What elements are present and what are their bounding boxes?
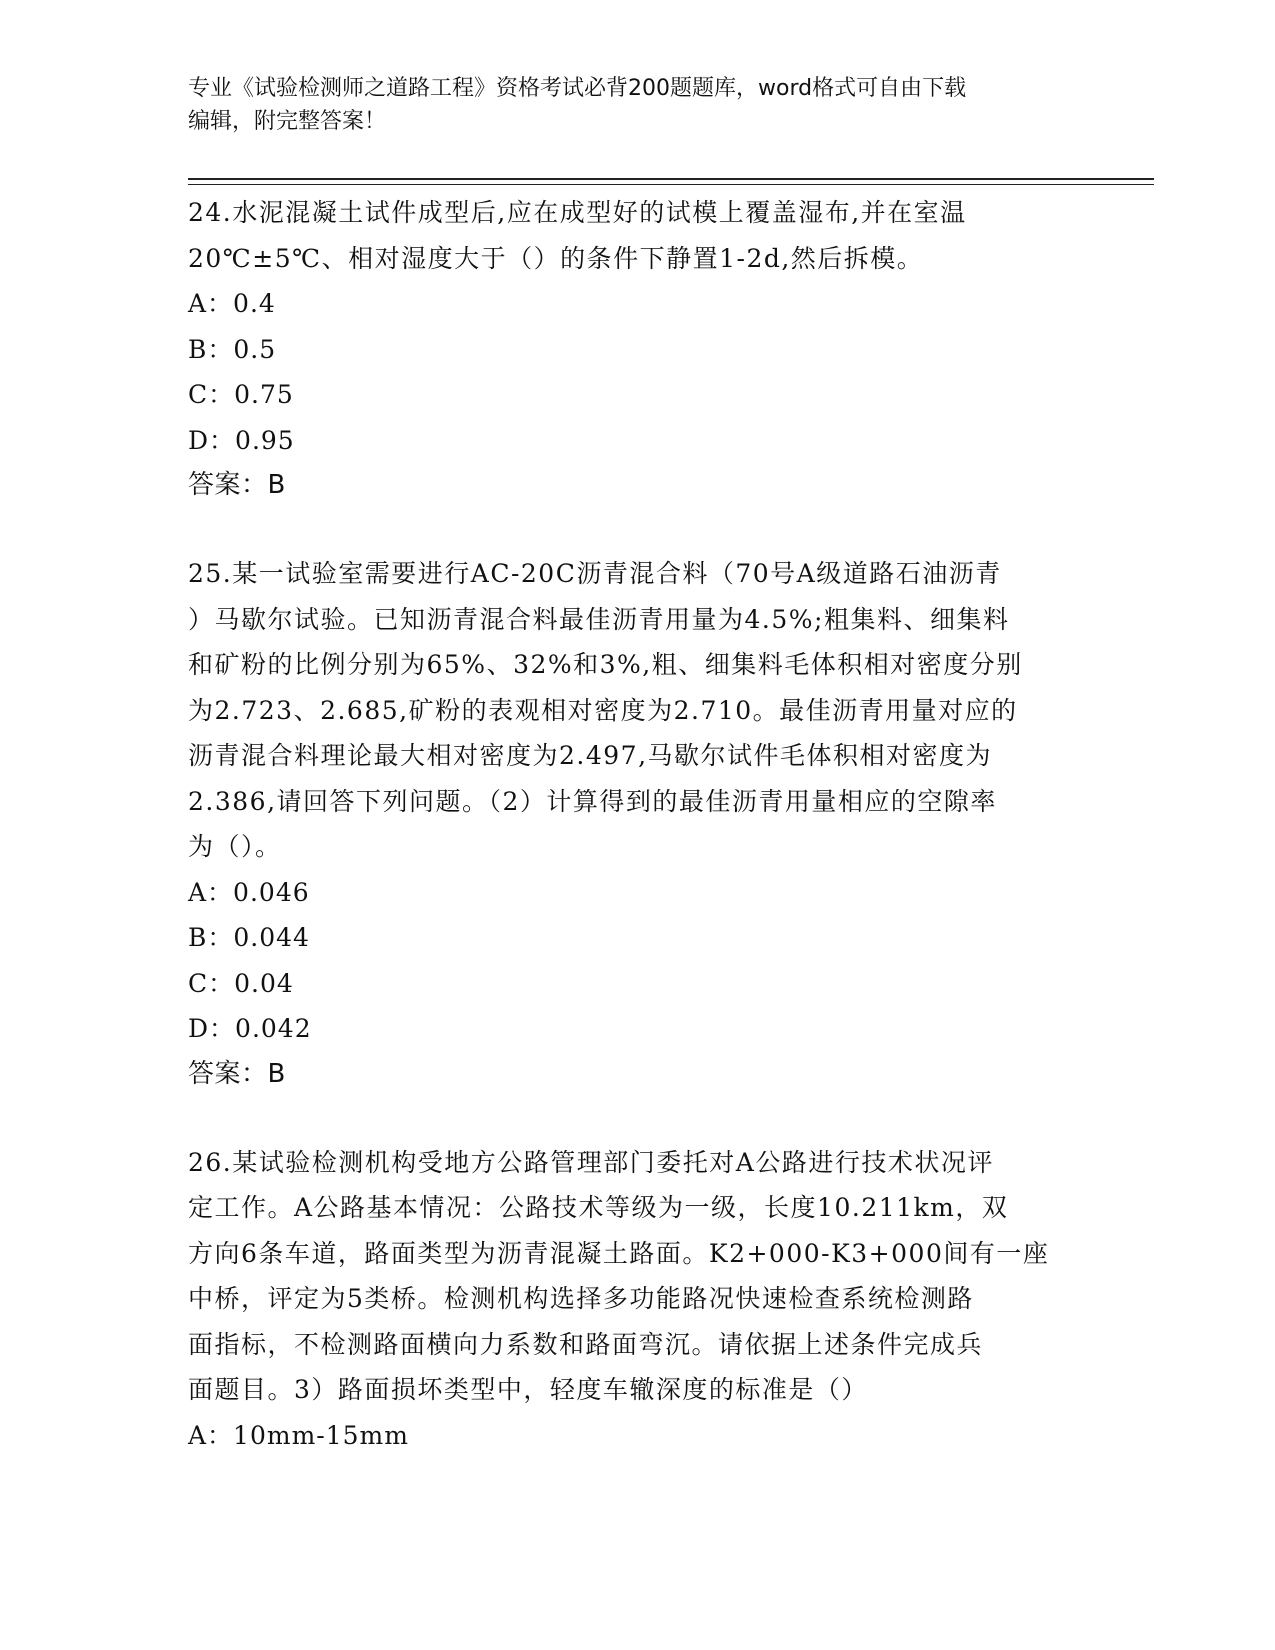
stem-line: 20℃±5℃、相对湿度大于（）的条件下静置1-2d,然后拆模。 — [188, 243, 924, 273]
answer-line: 答案：B — [188, 470, 286, 500]
option-a: A：0.046 — [188, 877, 310, 907]
question-stem — [188, 551, 1088, 870]
option-b: B：0.044 — [188, 923, 310, 952]
option-a: A：10mm-15mm — [188, 1420, 409, 1450]
option-b: B：0.5 — [188, 334, 277, 364]
stem-line: 为（）。 — [188, 832, 282, 861]
stem-line: 25.某一试验室需要进行AC-20C沥青混合料（70号A级道路石油沥青 — [188, 559, 1002, 588]
question-26 — [188, 1140, 1088, 1459]
stem-line: 中桥，评定为5类桥。检测机构选择多功能路况快速检查系统检测路 — [188, 1284, 974, 1313]
option-c: C：0.75 — [188, 380, 294, 409]
question-25 — [188, 551, 1088, 1096]
header-line-1: 专业《试验检测师之道路工程》资格考试必背200题题库，word格式可自由下载 — [188, 76, 967, 101]
stem-line: 沥青混合料理论最大相对密度为2.497,马歇尔试件毛体积相对密度为 — [188, 741, 993, 770]
stem-line: 方向6条车道，路面类型为沥青混凝土路面。K2+000-K3+000间有一座 — [188, 1238, 1050, 1268]
question-spacer — [188, 1096, 1088, 1140]
option-d: D：0.95 — [188, 425, 295, 455]
stem-line: 定工作。A公路基本情况：公路技术等级为一级，长度10.211km，双 — [188, 1193, 1009, 1222]
answer-line: 答案：B — [188, 1058, 286, 1089]
header-divider-thin — [188, 184, 1154, 185]
stem-line: 26.某试验检测机构受地方公路管理部门委托对A公路进行技术状况评 — [188, 1147, 994, 1177]
question-spacer — [188, 507, 1088, 551]
option-a: A：0.4 — [188, 289, 276, 318]
question-24 — [188, 190, 1088, 507]
stem-line: 为2.723、2.685,矿粉的表观相对密度为2.710。最佳沥青用量对应的 — [188, 695, 1018, 725]
header-divider-thick — [188, 178, 1154, 180]
stem-line: 24.水泥混凝土试件成型后,应在成型好的试模上覆盖湿布,并在室温 — [188, 198, 967, 227]
header-line-2: 编辑，附完整答案！ — [188, 109, 387, 134]
option-d: D：0.042 — [188, 1014, 312, 1043]
stem-line: 和矿粉的比例分别为65%、32%和3%,粗、细集料毛体积相对密度分别 — [188, 650, 1023, 679]
stem-line: 面指标，不检测路面横向力系数和路面弯沉。请依据上述条件完成兵 — [188, 1329, 984, 1359]
question-stem — [188, 190, 1088, 281]
option-c: C：0.04 — [188, 968, 294, 998]
stem-line: 面题目。3）路面损坏类型中，轻度车辙深度的标准是（） — [188, 1375, 868, 1404]
stem-line: 2.386,请回答下列问题。（2）计算得到的最佳沥青用量相应的空隙率 — [188, 786, 997, 816]
question-stem — [188, 1140, 1088, 1413]
question-list — [188, 190, 1088, 1458]
stem-line: ）马歇尔试验。已知沥青混合料最佳沥青用量为4.5%;粗集料、细集料 — [188, 604, 1010, 634]
page-header — [188, 72, 1088, 138]
